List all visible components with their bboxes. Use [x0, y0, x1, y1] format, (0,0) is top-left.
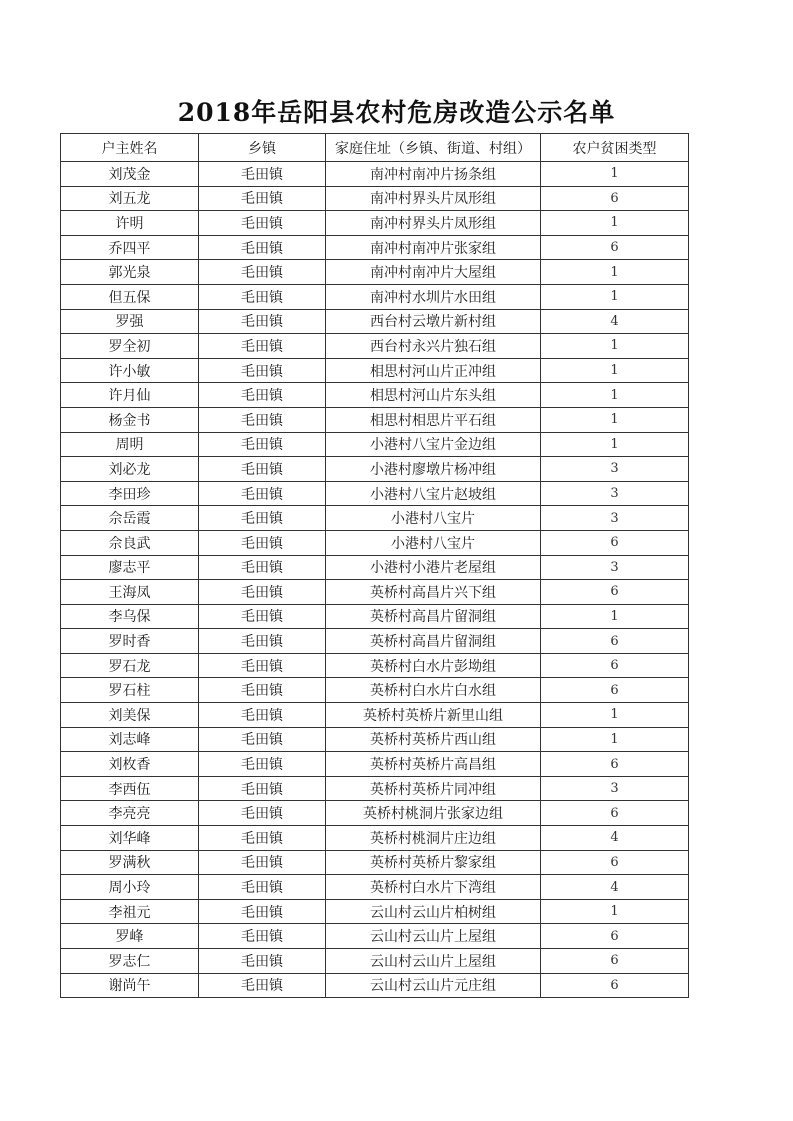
- table-row: [61, 407, 689, 432]
- cell-householder-name: 李祖元: [61, 899, 199, 924]
- cell-township: 毛田镇: [199, 629, 326, 654]
- table-row: [61, 555, 689, 580]
- table-row: [61, 629, 689, 654]
- cell-township: 毛田镇: [199, 580, 326, 605]
- cell-home-address: 英桥村英桥片同冲组: [326, 776, 541, 801]
- cell-poverty-type: 3: [541, 555, 689, 580]
- cell-home-address: 小港村八宝片: [326, 506, 541, 531]
- table-row: [61, 284, 689, 309]
- cell-householder-name: 罗全初: [61, 334, 199, 359]
- document-title: 2018年岳阳县农村危房改造公示名单: [177, 98, 616, 127]
- table-row: [61, 309, 689, 334]
- cell-home-address: 南冲村界头片凤形组: [326, 186, 541, 211]
- cell-householder-name: 许小敏: [61, 358, 199, 383]
- table-row: [61, 457, 689, 482]
- cell-township: 毛田镇: [199, 875, 326, 900]
- cell-poverty-type: 1: [541, 727, 689, 752]
- cell-township: 毛田镇: [199, 801, 326, 826]
- table-row: [61, 875, 689, 900]
- cell-poverty-type: 6: [541, 186, 689, 211]
- cell-householder-name: 周明: [61, 432, 199, 457]
- cell-poverty-type: 3: [541, 776, 689, 801]
- cell-householder-name: 刘茂金: [61, 162, 199, 187]
- table-row: [61, 530, 689, 555]
- table-row: [61, 949, 689, 974]
- cell-township: 毛田镇: [199, 481, 326, 506]
- cell-township: 毛田镇: [199, 727, 326, 752]
- cell-poverty-type: 6: [541, 580, 689, 605]
- cell-township: 毛田镇: [199, 186, 326, 211]
- cell-home-address: 英桥村高昌片留洞组: [326, 604, 541, 629]
- cell-householder-name: 杨金书: [61, 407, 199, 432]
- cell-home-address: 相思村河山片正冲组: [326, 358, 541, 383]
- cell-householder-name: 王海凤: [61, 580, 199, 605]
- table-row: [61, 211, 689, 236]
- table-row: [61, 973, 689, 998]
- cell-poverty-type: 1: [541, 604, 689, 629]
- cell-poverty-type: 4: [541, 875, 689, 900]
- cell-householder-name: 佘良武: [61, 530, 199, 555]
- cell-poverty-type: 6: [541, 678, 689, 703]
- table-row: [61, 432, 689, 457]
- cell-poverty-type: 4: [541, 826, 689, 851]
- cell-householder-name: 刘枚香: [61, 752, 199, 777]
- table-row: [61, 481, 689, 506]
- cell-poverty-type: 6: [541, 629, 689, 654]
- cell-householder-name: 罗满秋: [61, 850, 199, 875]
- cell-householder-name: 谢尚午: [61, 973, 199, 998]
- table-row: [61, 924, 689, 949]
- table-row: [61, 235, 689, 260]
- table-row: [61, 580, 689, 605]
- cell-township: 毛田镇: [199, 309, 326, 334]
- cell-home-address: 英桥村白水片下湾组: [326, 875, 541, 900]
- cell-home-address: 南冲村南冲片扬条组: [326, 162, 541, 187]
- table-row: [61, 383, 689, 408]
- cell-householder-name: 李乌保: [61, 604, 199, 629]
- cell-poverty-type: 3: [541, 481, 689, 506]
- cell-township: 毛田镇: [199, 211, 326, 236]
- cell-home-address: 西台村永兴片独石组: [326, 334, 541, 359]
- cell-township: 毛田镇: [199, 924, 326, 949]
- cell-householder-name: 乔四平: [61, 235, 199, 260]
- cell-poverty-type: 6: [541, 801, 689, 826]
- cell-poverty-type: 6: [541, 973, 689, 998]
- cell-home-address: 英桥村英桥片新里山组: [326, 703, 541, 728]
- cell-township: 毛田镇: [199, 653, 326, 678]
- table-row: [61, 899, 689, 924]
- cell-home-address: 相思村相思片平石组: [326, 407, 541, 432]
- cell-home-address: 英桥村桃洞片张家边组: [326, 801, 541, 826]
- cell-township: 毛田镇: [199, 334, 326, 359]
- cell-home-address: 南冲村水圳片水田组: [326, 284, 541, 309]
- table-row: [61, 776, 689, 801]
- cell-township: 毛田镇: [199, 776, 326, 801]
- cell-township: 毛田镇: [199, 530, 326, 555]
- header-householder-name: 户主姓名: [61, 134, 199, 162]
- cell-poverty-type: 1: [541, 407, 689, 432]
- cell-home-address: 英桥村白水片白水组: [326, 678, 541, 703]
- cell-householder-name: 罗石龙: [61, 653, 199, 678]
- cell-householder-name: 刘志峰: [61, 727, 199, 752]
- cell-poverty-type: 1: [541, 334, 689, 359]
- table-row: [61, 260, 689, 285]
- cell-poverty-type: 6: [541, 924, 689, 949]
- cell-home-address: 英桥村英桥片西山组: [326, 727, 541, 752]
- table-row: [61, 727, 689, 752]
- cell-home-address: 英桥村白水片彭坳组: [326, 653, 541, 678]
- cell-home-address: 云山村云山片上屋组: [326, 924, 541, 949]
- cell-poverty-type: 1: [541, 211, 689, 236]
- cell-township: 毛田镇: [199, 284, 326, 309]
- table-row: [61, 358, 689, 383]
- cell-householder-name: 罗峰: [61, 924, 199, 949]
- cell-householder-name: 佘岳霞: [61, 506, 199, 531]
- header-township: 乡镇: [199, 134, 326, 162]
- housing-list-table: [60, 133, 689, 998]
- cell-township: 毛田镇: [199, 949, 326, 974]
- table-row: [61, 186, 689, 211]
- cell-householder-name: 刘必龙: [61, 457, 199, 482]
- table-header-row: [61, 134, 689, 162]
- cell-home-address: 英桥村高昌片留洞组: [326, 629, 541, 654]
- cell-township: 毛田镇: [199, 235, 326, 260]
- table-row: [61, 826, 689, 851]
- cell-householder-name: 罗志仁: [61, 949, 199, 974]
- cell-poverty-type: 6: [541, 530, 689, 555]
- cell-poverty-type: 1: [541, 432, 689, 457]
- cell-householder-name: 罗强: [61, 309, 199, 334]
- cell-householder-name: 李西伍: [61, 776, 199, 801]
- table-row: [61, 752, 689, 777]
- cell-township: 毛田镇: [199, 506, 326, 531]
- cell-home-address: 云山村云山片元庄组: [326, 973, 541, 998]
- cell-township: 毛田镇: [199, 703, 326, 728]
- cell-poverty-type: 1: [541, 284, 689, 309]
- cell-home-address: 南冲村南冲片大屋组: [326, 260, 541, 285]
- cell-township: 毛田镇: [199, 162, 326, 187]
- cell-poverty-type: 1: [541, 358, 689, 383]
- cell-township: 毛田镇: [199, 383, 326, 408]
- cell-township: 毛田镇: [199, 899, 326, 924]
- cell-householder-name: 李田珍: [61, 481, 199, 506]
- cell-householder-name: 郭光泉: [61, 260, 199, 285]
- cell-householder-name: 刘美保: [61, 703, 199, 728]
- cell-householder-name: 李亮亮: [61, 801, 199, 826]
- cell-township: 毛田镇: [199, 260, 326, 285]
- cell-poverty-type: 6: [541, 653, 689, 678]
- cell-home-address: 小港村小港片老屋组: [326, 555, 541, 580]
- cell-township: 毛田镇: [199, 358, 326, 383]
- cell-poverty-type: 6: [541, 235, 689, 260]
- cell-home-address: 西台村云墩片新村组: [326, 309, 541, 334]
- cell-home-address: 相思村河山片东头组: [326, 383, 541, 408]
- cell-home-address: 南冲村界头片凤形组: [326, 211, 541, 236]
- cell-home-address: 小港村八宝片: [326, 530, 541, 555]
- header-home-address: 家庭住址（乡镇、街道、村组）: [326, 134, 541, 162]
- table-row: [61, 334, 689, 359]
- cell-township: 毛田镇: [199, 752, 326, 777]
- cell-poverty-type: 6: [541, 752, 689, 777]
- cell-township: 毛田镇: [199, 457, 326, 482]
- cell-home-address: 南冲村南冲片张家组: [326, 235, 541, 260]
- cell-householder-name: 刘华峰: [61, 826, 199, 851]
- table-row: [61, 703, 689, 728]
- table-row: [61, 506, 689, 531]
- cell-township: 毛田镇: [199, 555, 326, 580]
- cell-home-address: 小港村八宝片赵坡组: [326, 481, 541, 506]
- cell-poverty-type: 1: [541, 162, 689, 187]
- cell-home-address: 云山村云山片上屋组: [326, 949, 541, 974]
- cell-township: 毛田镇: [199, 826, 326, 851]
- cell-householder-name: 廖志平: [61, 555, 199, 580]
- table-row: [61, 678, 689, 703]
- cell-householder-name: 周小玲: [61, 875, 199, 900]
- cell-householder-name: 刘五龙: [61, 186, 199, 211]
- cell-township: 毛田镇: [199, 973, 326, 998]
- cell-poverty-type: 6: [541, 949, 689, 974]
- cell-householder-name: 罗时香: [61, 629, 199, 654]
- cell-householder-name: 但五保: [61, 284, 199, 309]
- table-row: [61, 162, 689, 187]
- cell-township: 毛田镇: [199, 850, 326, 875]
- cell-home-address: 英桥村英桥片高昌组: [326, 752, 541, 777]
- cell-poverty-type: 1: [541, 260, 689, 285]
- cell-poverty-type: 1: [541, 383, 689, 408]
- cell-township: 毛田镇: [199, 604, 326, 629]
- cell-poverty-type: 1: [541, 703, 689, 728]
- cell-householder-name: 罗石柱: [61, 678, 199, 703]
- cell-home-address: 小港村廖墩片杨冲组: [326, 457, 541, 482]
- cell-home-address: 英桥村高昌片兴下组: [326, 580, 541, 605]
- table-row: [61, 850, 689, 875]
- cell-poverty-type: 4: [541, 309, 689, 334]
- cell-township: 毛田镇: [199, 407, 326, 432]
- header-poverty-type: 农户贫困类型: [541, 134, 689, 162]
- table-body: [61, 162, 689, 998]
- cell-home-address: 小港村八宝片金边组: [326, 432, 541, 457]
- table-row: [61, 801, 689, 826]
- cell-township: 毛田镇: [199, 432, 326, 457]
- table-row: [61, 604, 689, 629]
- cell-poverty-type: 3: [541, 506, 689, 531]
- cell-poverty-type: 3: [541, 457, 689, 482]
- cell-householder-name: 许明: [61, 211, 199, 236]
- cell-poverty-type: 6: [541, 850, 689, 875]
- cell-home-address: 英桥村英桥片黎家组: [326, 850, 541, 875]
- cell-householder-name: 许月仙: [61, 383, 199, 408]
- table-row: [61, 653, 689, 678]
- cell-home-address: 英桥村桃洞片庄边组: [326, 826, 541, 851]
- cell-home-address: 云山村云山片柏树组: [326, 899, 541, 924]
- cell-township: 毛田镇: [199, 678, 326, 703]
- cell-poverty-type: 1: [541, 899, 689, 924]
